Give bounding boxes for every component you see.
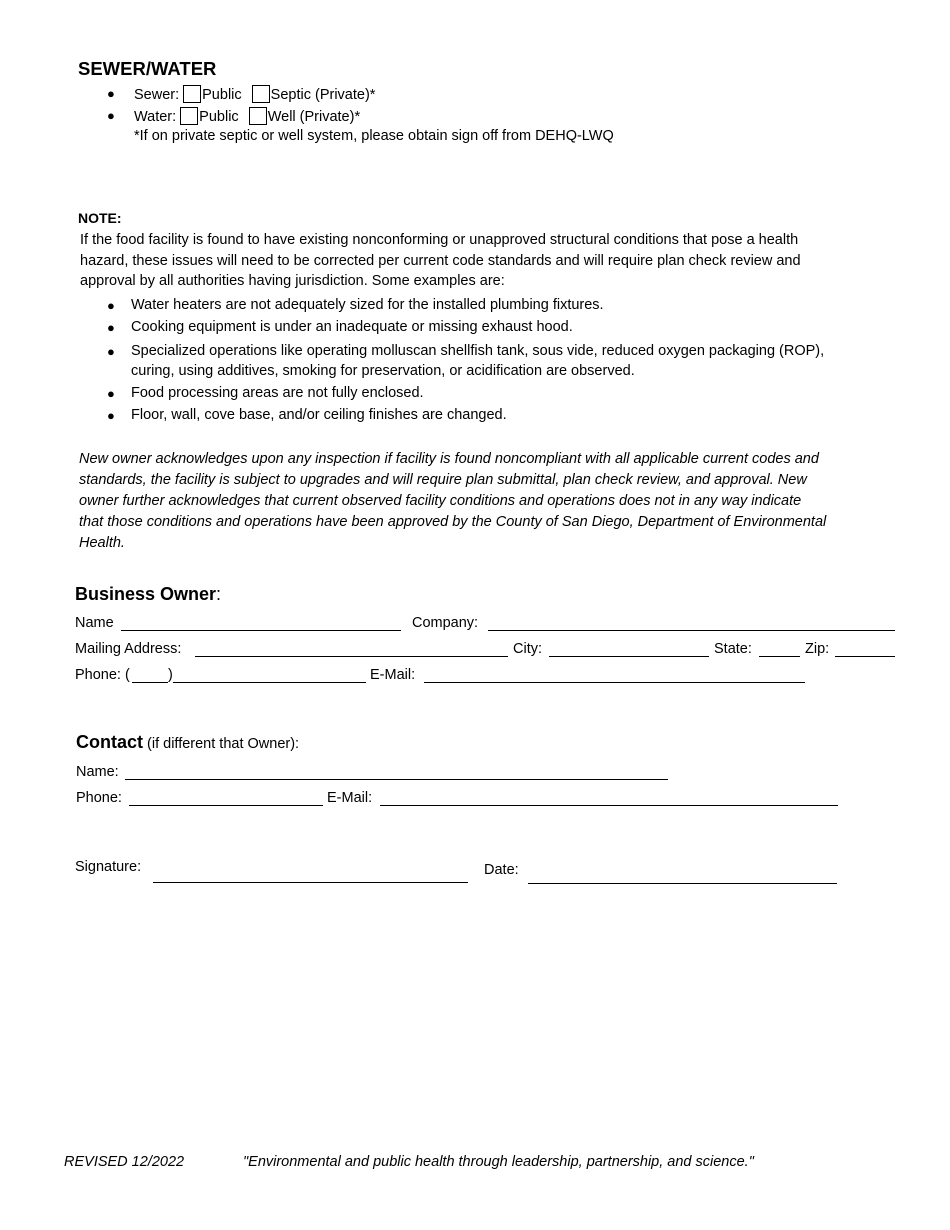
- contact-email-field[interactable]: [380, 790, 838, 806]
- owner-phone-area-field[interactable]: [132, 667, 168, 683]
- bullet-icon: ●: [107, 344, 115, 359]
- sewer-water-footnote: *If on private septic or well system, please obtain sign off from DEHQ-LWQ: [134, 128, 614, 144]
- owner-company-label: Company:: [412, 615, 479, 631]
- note-item: Floor, wall, cove base, and/or ceiling finishes are changed.: [131, 407, 507, 423]
- contact-name-field[interactable]: [125, 764, 668, 780]
- contact-subheading: (if different that Owner):: [147, 736, 300, 752]
- sewer-label: Sewer:: [134, 87, 180, 103]
- owner-mailing-field[interactable]: [195, 641, 508, 657]
- water-well-checkbox[interactable]: [249, 107, 267, 125]
- owner-phone-paren: ): [168, 667, 173, 683]
- owner-name-field[interactable]: [121, 615, 401, 631]
- ack-line-2: standards, the facility is subject to upgrades and will require plan submittal, plan check review, and approval. New: [79, 472, 807, 488]
- water-public-label: Public: [199, 109, 239, 125]
- bullet-icon: ●: [107, 408, 115, 423]
- water-row: [134, 107, 360, 125]
- owner-city-label: City:: [513, 641, 542, 657]
- owner-zip-field[interactable]: [835, 641, 895, 657]
- sewer-public-label: Public: [202, 87, 242, 103]
- contact-phone-field[interactable]: [129, 790, 323, 806]
- owner-email-label: E-Mail:: [370, 667, 416, 683]
- ack-line-1: New owner acknowledges upon any inspection if facility is found noncompliant with all applicable current codes and: [79, 451, 819, 467]
- note-item: Specialized operations like operating molluscan shellfish tank, sous vide, reduced oxygen packaging (ROP),: [131, 343, 825, 359]
- owner-name-label: Name: [75, 615, 114, 631]
- business-owner-colon: :: [216, 584, 222, 604]
- note-item: Water heaters are not adequately sized for the installed plumbing fixtures.: [131, 297, 604, 313]
- ack-line-3: owner further acknowledges that current observed facility conditions and operations does not in any way indicate: [79, 493, 802, 509]
- note-line-1: If the food facility is found to have existing nonconforming or unapproved structural conditions that pose a health: [80, 232, 799, 248]
- footer-revised: REVISED 12/2022: [64, 1154, 185, 1170]
- owner-state-field[interactable]: [759, 641, 800, 657]
- water-well-label: Well (Private)*: [267, 109, 361, 125]
- ack-line-5: Health.: [79, 535, 125, 551]
- bullet-icon: ●: [107, 86, 115, 101]
- owner-company-field[interactable]: [488, 615, 895, 631]
- owner-mailing-label: Mailing Address:: [75, 641, 182, 657]
- sewer-septic-checkbox[interactable]: [252, 85, 270, 103]
- date-label: Date:: [484, 862, 519, 878]
- owner-zip-label: Zip:: [805, 641, 830, 657]
- owner-phone-field[interactable]: [173, 667, 366, 683]
- bullet-icon: ●: [107, 386, 115, 401]
- date-field[interactable]: [528, 868, 837, 884]
- owner-city-field[interactable]: [549, 641, 709, 657]
- signature-field[interactable]: [153, 868, 468, 883]
- sewer-public-checkbox[interactable]: [183, 85, 201, 103]
- note-item: Food processing areas are not fully enclosed.: [131, 385, 424, 401]
- sewer-row: [134, 85, 375, 103]
- ack-line-4: that those conditions and operations have been approved by the County of San Diego, Department of Environmental: [79, 514, 827, 530]
- contact-heading: [76, 732, 299, 753]
- owner-phone-label: Phone: (: [75, 667, 130, 683]
- bullet-icon: ●: [107, 298, 115, 313]
- contact-title: Contact: [76, 732, 143, 752]
- bullet-icon: ●: [107, 320, 115, 335]
- signature-label: Signature:: [75, 859, 142, 875]
- contact-phone-label: Phone:: [76, 790, 122, 806]
- owner-email-field[interactable]: [424, 667, 805, 683]
- business-owner-title: Business Owner: [75, 584, 217, 604]
- contact-email-label: E-Mail:: [327, 790, 373, 806]
- bullet-icon: ●: [107, 108, 115, 123]
- footer-motto: "Environmental and public health through leadership, partnership, and science.": [243, 1154, 754, 1170]
- note-item-continuation: curing, using additives, smoking for preservation, or acidification are observed.: [131, 363, 635, 379]
- note-line-2: hazard, these issues will need to be corrected per current code standards and will require plan check review and: [80, 253, 801, 269]
- water-label: Water:: [134, 109, 177, 125]
- water-public-checkbox[interactable]: [180, 107, 198, 125]
- contact-name-label: Name:: [76, 764, 119, 780]
- note-heading: NOTE:: [78, 210, 122, 226]
- sewer-septic-label: Septic (Private)*: [270, 87, 376, 103]
- business-owner-heading: [75, 584, 221, 605]
- note-item: Cooking equipment is under an inadequate or missing exhaust hood.: [131, 319, 573, 335]
- sewer-water-heading: SEWER/WATER: [78, 58, 217, 79]
- owner-state-label: State:: [714, 641, 752, 657]
- note-line-3: approval by all authorities having jurisdiction. Some examples are:: [80, 273, 505, 289]
